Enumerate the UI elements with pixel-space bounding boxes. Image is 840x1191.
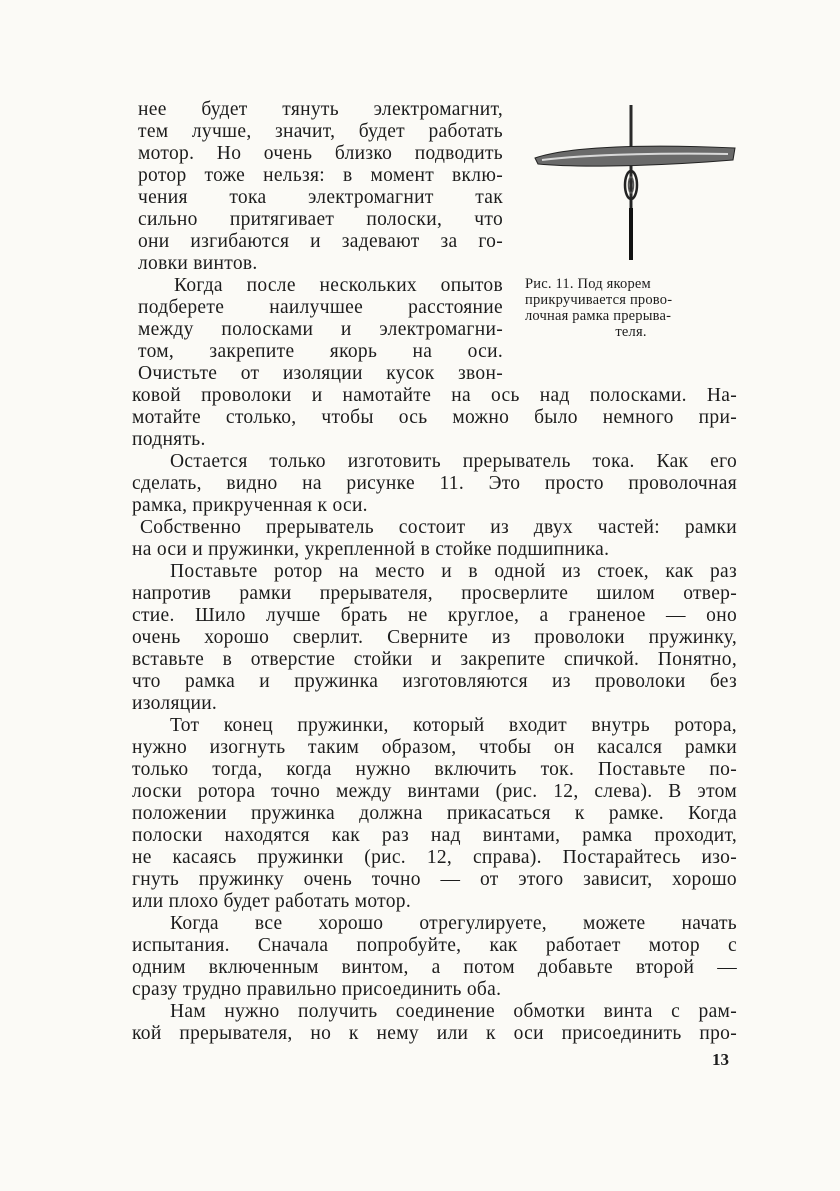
text-line: одним включенным винтом, а потом добавьте второй —: [132, 957, 737, 978]
text-line: Когда все хорошо отрегулируете, можете начать: [170, 913, 737, 934]
text-line: не касаясь пружинки (рис. 12, справа). Постарайтесь изо-: [132, 847, 737, 868]
rotor-frame-figure: [530, 100, 740, 265]
text-line: только тогда, когда нужно включить ток. Поставьте по-: [132, 759, 737, 780]
caption-line: Рис. 11. Под якорем: [525, 276, 651, 292]
text-line: мотор. Но очень близко подводить: [138, 143, 503, 164]
text-line: сразу трудно правильно присоединить оба.: [132, 979, 502, 1000]
text-line: испытания. Сначала попробуйте, как работает мотор с: [132, 935, 737, 956]
text-line: Поставьте ротор на место и в одной из стоек, как раз: [170, 561, 737, 582]
text-line: поднять.: [132, 429, 206, 450]
text-line: сильно притягивает полоски, что: [138, 209, 503, 230]
text-line: Остается только изготовить прерыватель тока. Как его: [170, 451, 737, 472]
caption-line: прикручивается прово-: [525, 292, 673, 308]
caption-line: лочная рамка прерыва-: [525, 308, 672, 324]
text-line: нее будет тянуть электромагнит,: [138, 99, 503, 120]
text-line: Очистьте от изоляции кусок звон-: [138, 363, 503, 384]
text-line: лоски ротора точно между винтами (рис. 12, слева). В этом: [132, 781, 737, 802]
text-line: гнуть пружинку очень точно — от этого зависит, хорошо: [132, 869, 737, 890]
text-line: ловки винтов.: [138, 253, 258, 274]
caption-line: теля.: [615, 324, 647, 340]
text-line: они изгибаются и задевают за го-: [138, 231, 503, 252]
text-line: ротор тоже нельзя: в момент вклю-: [138, 165, 503, 186]
text-line: стие. Шило лучше брать не круглое, а граненое — оно: [132, 605, 737, 626]
text-line: положении пружинка должна прикасаться к рамке. Когда: [132, 803, 737, 824]
text-line: чения тока электромагнит так: [138, 187, 503, 208]
text-line: кой прерывателя, но к нему или к оси присоединить про-: [132, 1023, 737, 1044]
text-line: сделать, видно на рисунке 11. Это просто проволочная: [132, 473, 737, 494]
text-line: ковой проволоки и намотайте на ось над полосками. На-: [132, 385, 737, 406]
text-line: Собственно прерыватель состоит из двух частей: рамки: [140, 517, 737, 538]
text-line: изоляции.: [132, 693, 218, 714]
text-line: или плохо будет работать мотор.: [132, 891, 412, 912]
text-line: подберете наилучшее расстояние: [138, 297, 503, 318]
text-line: между полосками и электромагни-: [138, 319, 503, 340]
text-line: нужно изогнуть таким образом, чтобы он касался рамки: [132, 737, 737, 758]
figure-caption: [525, 276, 737, 340]
text-line: Тот конец пружинки, который входит внутрь ротора,: [170, 715, 737, 736]
text-line: рамка, прикрученная к оси.: [132, 495, 368, 516]
text-line: на оси и пружинки, укрепленной в стойке подшипника.: [132, 539, 610, 560]
text-line: полоски находятся как раз над винтами, рамка проходит,: [132, 825, 737, 846]
text-line: том, закрепите якорь на оси.: [138, 341, 503, 362]
page-number: 13: [712, 1050, 729, 1069]
text-line: Когда после нескольких опытов: [174, 275, 503, 296]
text-line: напротив рамки прерывателя, просверлите шилом отвер-: [132, 583, 737, 604]
text-line: тем лучше, значит, будет работать: [138, 121, 503, 142]
text-line: Нам нужно получить соединение обмотки винта с рам-: [170, 1001, 737, 1022]
text-line: что рамка и пружинка изготовляются из проволоки без: [132, 671, 737, 692]
text-line: вставьте в отверстие стойки и закрепите спичкой. Понятно,: [132, 649, 737, 670]
text-line: очень хорошо сверлит. Сверните из проволоки пружинку,: [132, 627, 737, 648]
text-line: мотайте столько, чтобы ось можно было немного при-: [132, 407, 737, 428]
